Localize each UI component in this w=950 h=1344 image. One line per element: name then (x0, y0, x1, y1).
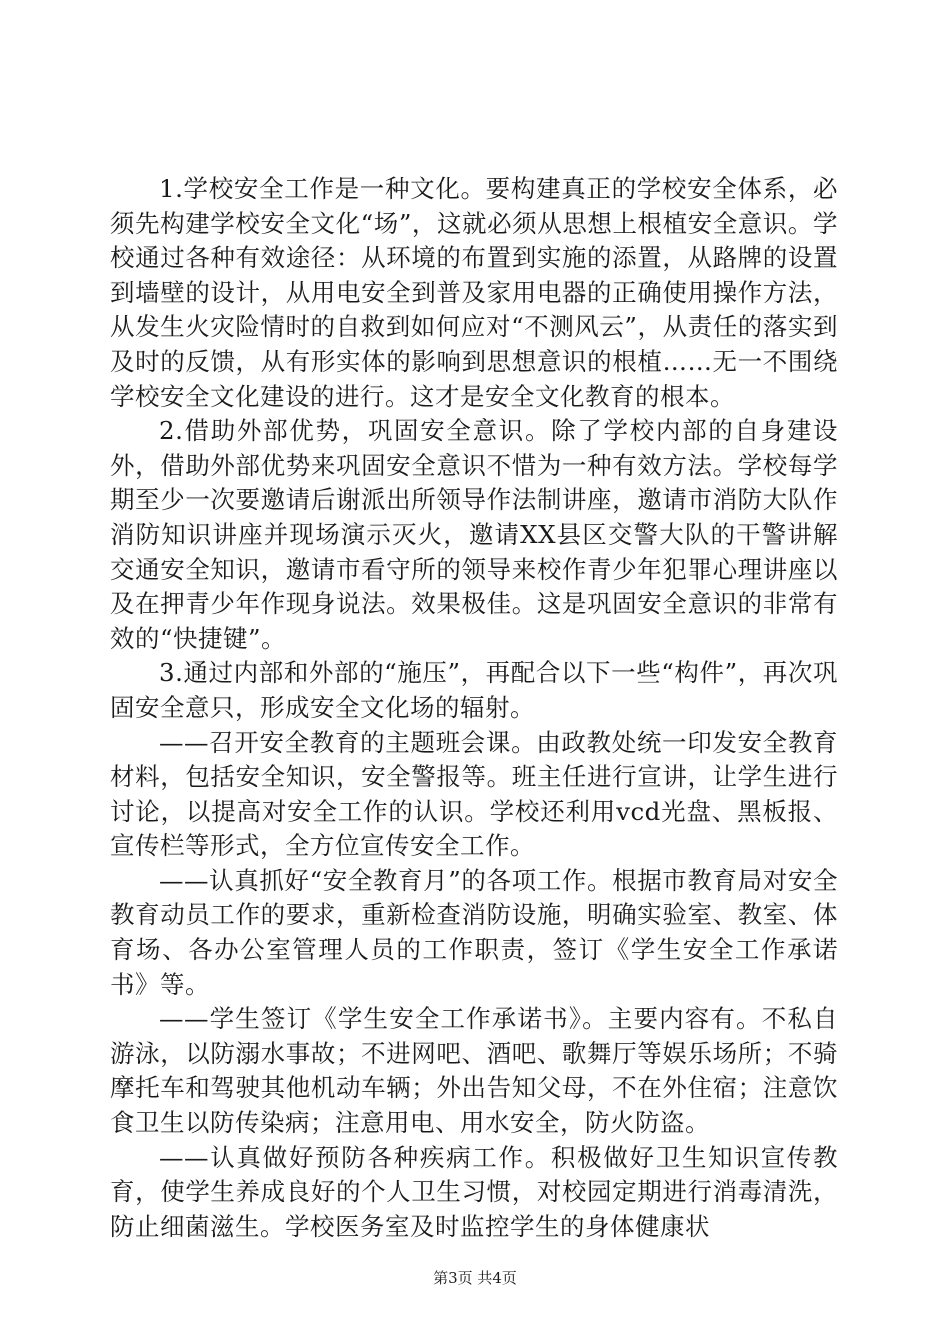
document-body (110, 172, 838, 1244)
page-number-footer: 第3页 共4页 (433, 1269, 517, 1287)
paragraph-2: 2.借助外部优势，巩固安全意识。除了学校内部的自身建设外，借助外部优势来巩固安全意识不惜为一种有效方法。学校每学期至少一次要邀请后谢派出所领导作法制讲座，邀请市消防大队作消防知识讲座并现场演示灭火，邀请XX县区交警大队的干警讲解交通安全知识，邀请市看守所的领导来校作青少年犯罪心理讲座以及在押青少年作现身说法。效果极佳。这是巩固安全意识的非常有效的“快捷键”。 (110, 416, 838, 653)
paragraph-1: 1.学校安全工作是一种文化。要构建真正的学校安全体系，必须先构建学校安全文化“场”，这就必须从思想上根植安全意识。学校通过各种有效途径：从环境的布置到实施的添置，从路牌的设置到墙壁的设计，从用电安全到普及家用电器的正确使用操作方法，从发生火灾险情时的自救到如何应对“不测风云”，从责任的落实到及时的反馈，从有形实体的影响到思想意识的根植……无一不围绕学校安全文化建设的进行。这才是安全文化教育的根本。 (110, 174, 838, 411)
paragraph-5: ——认真抓好“安全教育月”的各项工作。根据市教育局对安全教育动员工作的要求，重新检查消防设施，明确实验室、教室、体育场、各办公室管理人员的工作职责，签订《学生安全工作承诺书》等。 (110, 865, 838, 999)
paragraph-3: 3.通过内部和外部的“施压”，再配合以下一些“构件”，再次巩固安全意只，形成安全文化场的辐射。 (110, 658, 838, 722)
paragraph-7: ——认真做好预防各种疾病工作。积极做好卫生知识宣传教育，使学生养成良好的个人卫生习惯，对校园定期进行消毒清洗，防止细菌滋生。学校医务室及时监控学生的身体健康状 (110, 1142, 838, 1241)
paragraph-6: ——学生签订《学生安全工作承诺书》。主要内容有。不私自游泳，以防溺水事故；不进网吧、酒吧、歌舞厅等娱乐场所；不骑摩托车和驾驶其他机动车辆；外出告知父母，不在外住宿；注意饮食卫生以防传染病；注意用电、用水安全，防火防盗。 (110, 1004, 838, 1138)
paragraph-4: ——召开安全教育的主题班会课。由政教处统一印发安全教育材料，包括安全知识，安全警报等。班主任进行宣讲，让学生进行讨论，以提高对安全工作的认识。学校还利用vcd光盘、黑板报、宣传栏等形式，全方位宣传安全工作。 (110, 727, 838, 861)
